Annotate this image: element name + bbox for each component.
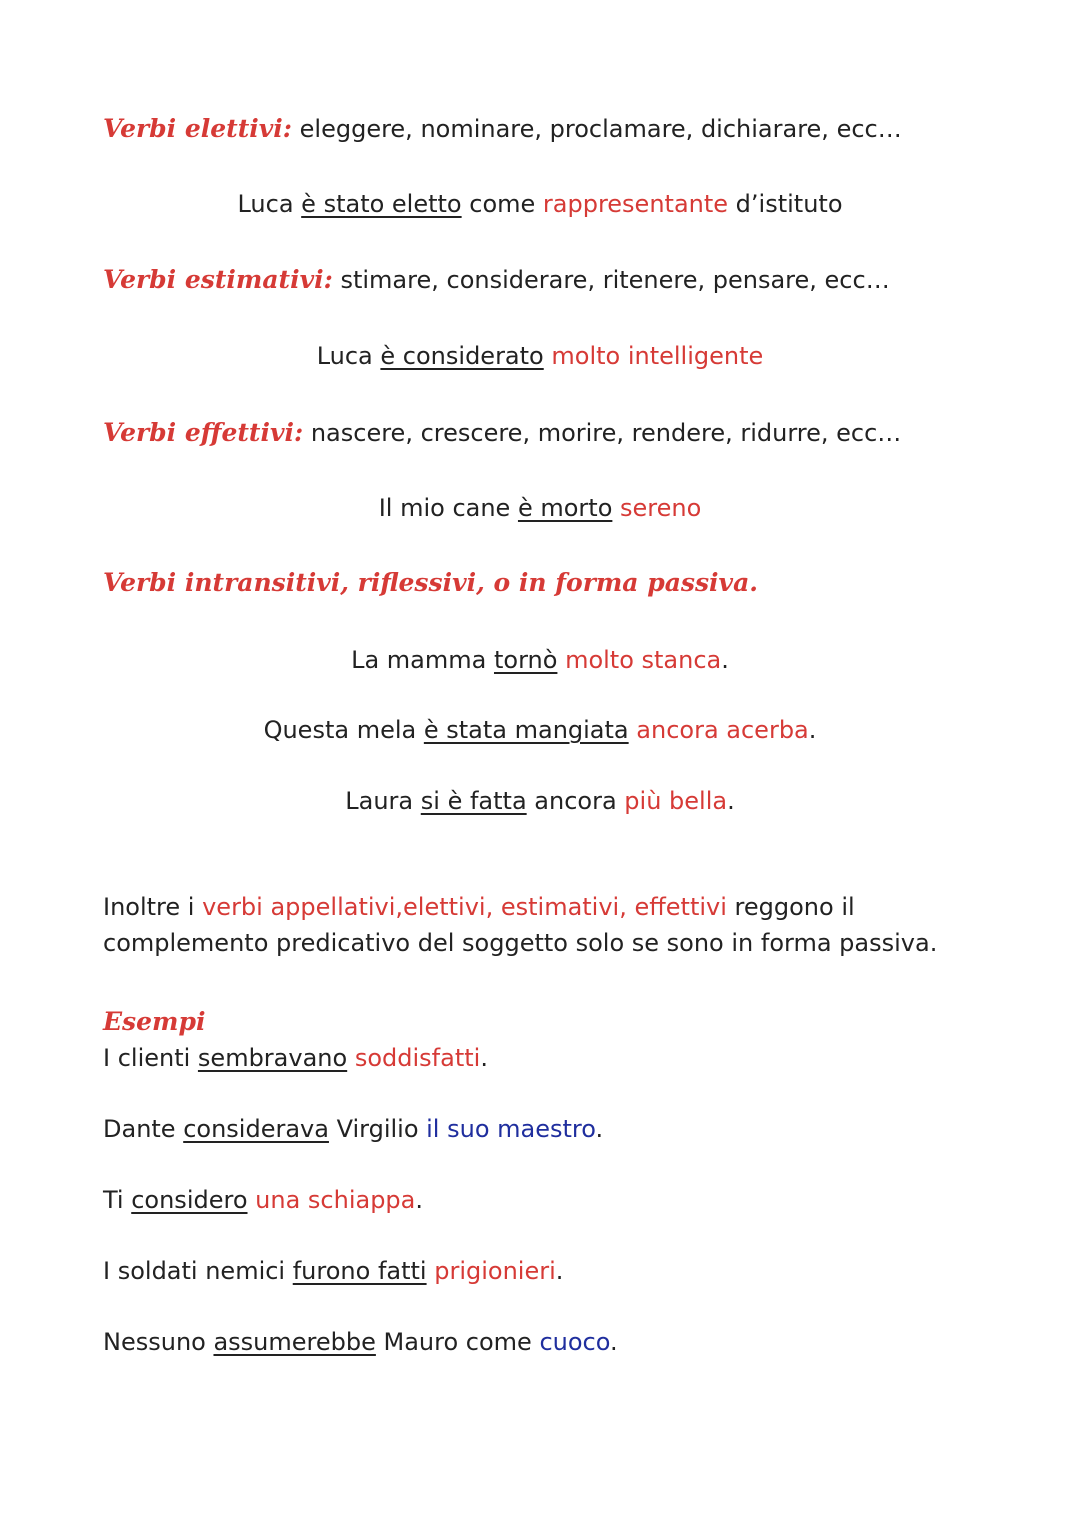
sentence-part: ancora [526,787,625,815]
example-sentence [0,187,1080,221]
section-intransitivi-title [103,566,758,600]
verb-underlined: considero [131,1186,248,1214]
sentence-part: d’istituto [728,190,843,218]
sentence-part: I soldati nemici [103,1257,293,1285]
example-sentence [0,713,1080,747]
example-sentence [103,1112,603,1146]
sentence-part [248,1186,256,1214]
section-effettivi-title [103,416,901,450]
section-estimativi-title [103,263,890,297]
example-sentence [0,491,1080,525]
sentence-part: Luca [237,190,302,218]
esempi-heading: Esempi [103,1007,206,1036]
sentence-part: . [480,1044,488,1072]
sentence-part: Dante [103,1115,184,1143]
sentence-part [612,494,620,522]
verb-underlined: furono fatti [292,1257,427,1285]
example-sentence [103,1183,423,1217]
predicate-complement: prigionieri [434,1257,556,1285]
verb-underlined: è morto [517,494,613,522]
verb-list: nascere, crescere, morire, rendere, ridurre, ecc… [303,419,902,447]
predicate-complement: soddisfatti [354,1044,481,1072]
object-predicate-complement: il suo maestro [426,1115,596,1143]
section-heading: Verbi estimativi: [103,265,333,294]
sentence-part: . [610,1328,618,1356]
predicate-complement: una schiappa [255,1186,416,1214]
sentence-part: Luca [316,342,381,370]
sentence-part: Laura [345,787,421,815]
verb-list: stimare, considerare, ritenere, pensare, ecc… [332,266,890,294]
predicate-complement: rappresentante [542,190,729,218]
example-sentence [103,1041,488,1075]
example-sentence [103,1254,563,1288]
sentence-part: Il mio cane [378,494,518,522]
object-predicate-complement: cuoco [539,1328,610,1356]
verb-underlined: è stato eletto [301,190,462,218]
sentence-part: I clienti [103,1044,198,1072]
verb-underlined: sembravano [197,1044,348,1072]
example-sentence [0,339,1080,373]
predicate-complement: molto stanca [565,646,722,674]
sentence-part: La mamma [351,646,494,674]
sentence-part: Nessuno [103,1328,214,1356]
note-highlight: verbi appellativi,elettivi, estimativi, effettivi [202,893,727,921]
verb-underlined: assumerebbe [213,1328,376,1356]
predicate-complement: ancora acerba [636,716,809,744]
sentence-part: Virgilio [328,1115,427,1143]
example-sentence [0,784,1080,818]
example-sentence [0,643,1080,677]
sentence-part: . [721,646,729,674]
verb-list: eleggere, nominare, proclamare, dichiarare, ecc… [292,115,902,143]
verb-underlined: è considerato [380,342,544,370]
sentence-part: . [808,716,817,744]
section-elettivi-title [103,112,902,146]
sentence-part: . [555,1257,564,1285]
note-text: reggono il complemento predicativo del soggetto solo se sono in forma passiva. [103,893,938,957]
sentence-part: . [415,1186,424,1214]
sentence-part [347,1044,355,1072]
note-text: Inoltre i [103,893,203,921]
sentence-part [557,646,565,674]
example-sentence [103,1325,618,1359]
section-heading: Verbi effettivi: [103,418,304,447]
sentence-part: . [595,1115,604,1143]
section-heading: Verbi elettivi: [103,114,293,143]
verb-underlined: considerava [183,1115,329,1143]
verb-underlined: si è fatta [420,787,527,815]
note-paragraph [103,889,983,961]
sentence-part: . [727,787,735,815]
predicate-complement: molto intelligente [551,342,764,370]
predicate-complement: sereno [620,494,702,522]
section-heading: Verbi intransitivi, riflessivi, o in forma passiva. [103,568,758,597]
predicate-complement: più bella [624,787,728,815]
sentence-part: Mauro come [375,1328,540,1356]
sentence-part: Questa mela [263,716,424,744]
sentence-part: come [461,190,543,218]
verb-underlined: è stata mangiata [423,716,629,744]
sentence-part: Ti [103,1186,132,1214]
verb-underlined: tornò [493,646,558,674]
